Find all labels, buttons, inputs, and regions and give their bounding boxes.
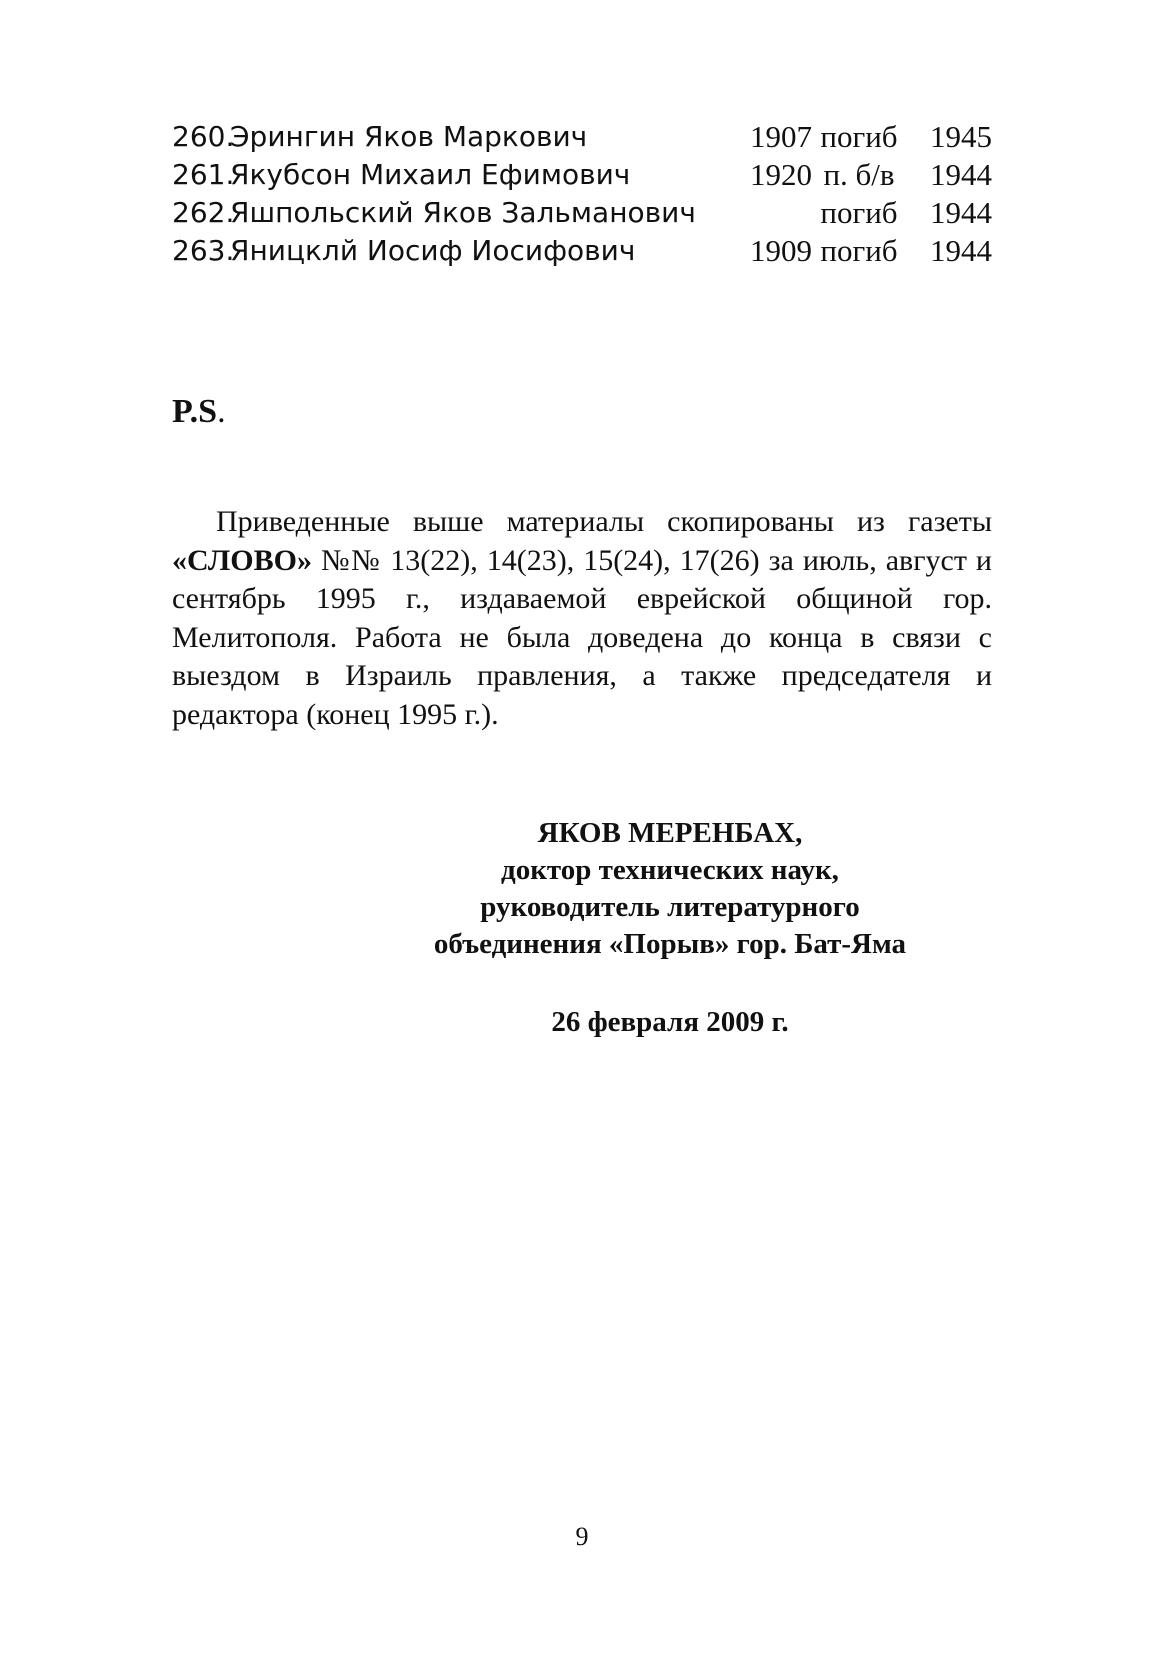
author-degree: доктор технических наук,	[501, 854, 839, 886]
list-item	[172, 232, 992, 270]
newspaper-name: «СЛОВО»	[172, 543, 312, 577]
postscript-dot: .	[217, 393, 226, 430]
signature-date: 26 февраля 2009 г.	[551, 1006, 789, 1038]
entry-status: погиб	[820, 195, 898, 230]
entry-name: Эрингин Яков Маркович	[230, 120, 588, 153]
entry-name: Якубсон Михаил Ефимович	[230, 158, 631, 191]
entry-status: погиб	[820, 233, 898, 268]
author-name: ЯКОВ МЕРЕНБАХ,	[537, 817, 803, 849]
entry-birth-year: 1909	[750, 233, 812, 268]
entry-number: 262.	[172, 196, 235, 229]
entry-number: 263.	[172, 234, 235, 267]
entry-name: Яшпольский Яков Зальманович	[230, 196, 696, 229]
author-role: руководитель литературного	[480, 891, 860, 923]
list-item	[172, 194, 992, 232]
list-item	[172, 118, 992, 156]
entry-death-year: 1945	[930, 119, 992, 154]
signature-block	[370, 815, 970, 963]
entry-name: Яницклй Иосиф Иосифович	[230, 234, 636, 267]
entry-death-year: 1944	[930, 233, 992, 268]
casualty-list	[172, 118, 992, 270]
page-number: 9	[575, 1522, 589, 1551]
entry-status: п. б/в	[823, 157, 895, 192]
postscript-heading	[172, 393, 226, 431]
paragraph-text-start: Приведенные выше материалы скопированы из газеты	[216, 505, 992, 538]
list-item	[172, 156, 992, 194]
entry-birth-year: 1920	[750, 157, 812, 192]
entry-status: погиб	[820, 119, 898, 154]
entry-death-year: 1944	[930, 157, 992, 192]
entry-birth-year: 1907	[750, 119, 812, 154]
paragraph-text-end: №№ 13(22), 14(23), 15(24), 17(26) за июль, август и сентябрь 1995 г., издаваемой еврейской общиной гор. Мелитополя. Работа не была доведена до конца в связи с выездом в Израиль правления, а также председателя и редактора (конец 1995 г.).	[172, 543, 992, 731]
entry-number: 260.	[172, 120, 235, 153]
entry-death-year: 1944	[930, 195, 992, 230]
entry-number: 261.	[172, 158, 235, 191]
postscript-paragraph	[172, 503, 992, 734]
postscript-label: P.S	[172, 393, 218, 430]
author-organization: объединения «Порыв» гор. Бат-Яма	[433, 928, 907, 960]
